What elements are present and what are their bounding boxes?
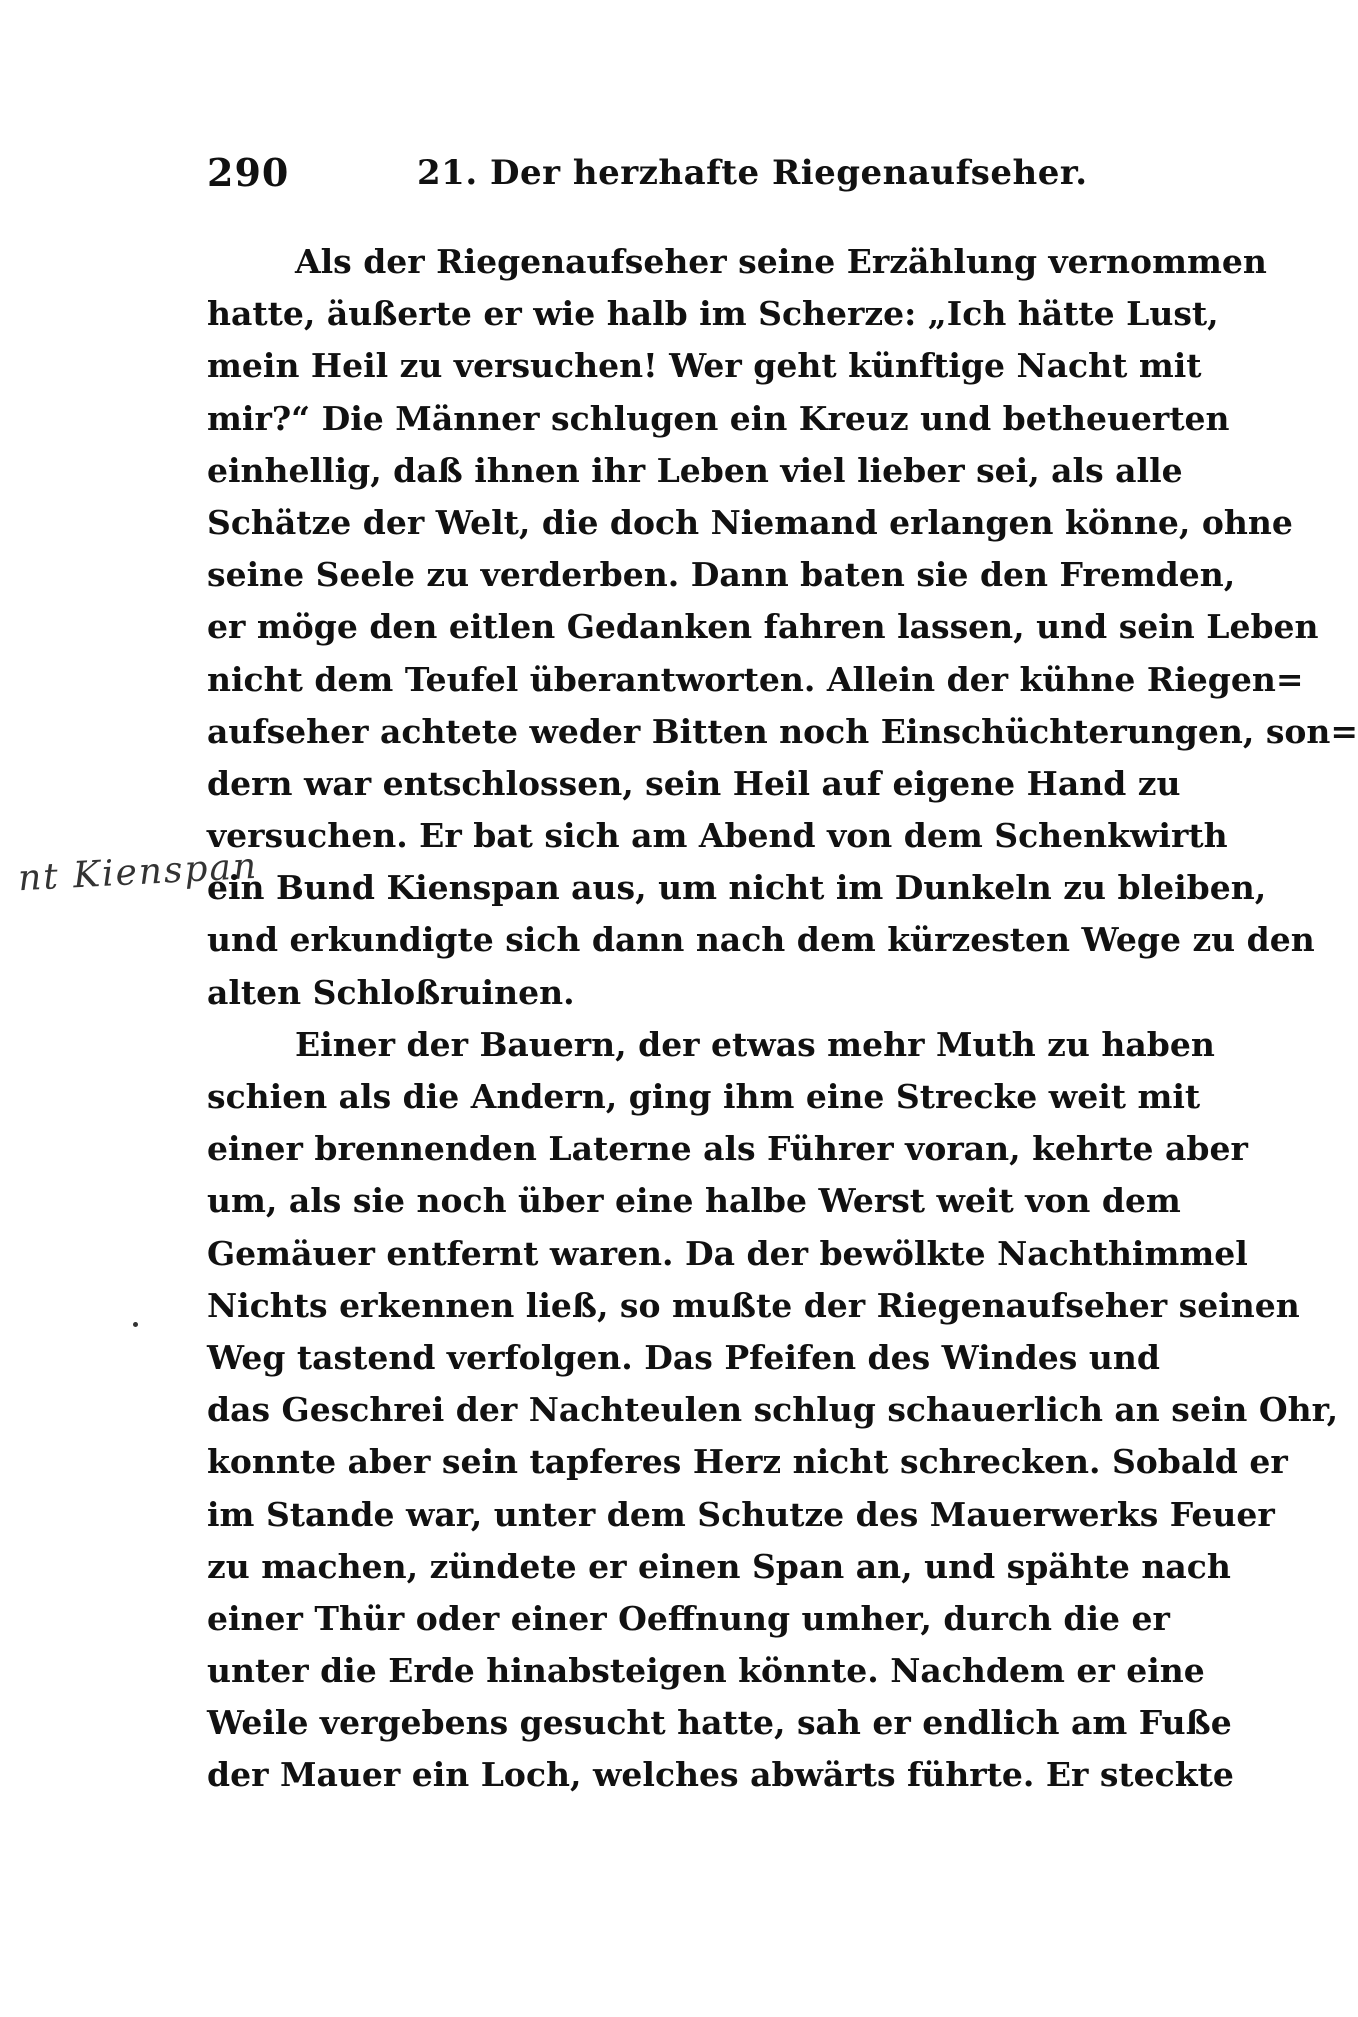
text-line: hatte, äußerte er wie halb im Scherze: „Ich hätte Lust, bbox=[207, 294, 1219, 334]
text-line: seine Seele zu verderben. Dann baten sie den Fremden, bbox=[207, 555, 1236, 595]
text-line: versuchen. Er bat sich am Abend von dem Schenkwirth bbox=[207, 816, 1228, 856]
paragraph-2 bbox=[207, 1019, 1339, 1802]
text-line: nicht dem Teufel überantworten. Allein der kühne Riegen= bbox=[207, 659, 1304, 699]
body-text bbox=[207, 236, 1358, 1802]
text-line: alten Schloßruinen. bbox=[207, 972, 575, 1012]
text-line: Weile vergebens gesucht hatte, sah er endlich am Fuße bbox=[207, 1703, 1232, 1743]
text-line: zu machen, zündete er einen Span an, und spähte nach bbox=[207, 1546, 1231, 1586]
text-line: Gemäuer entfernt waren. Da der bewölkte Nachthimmel bbox=[207, 1233, 1248, 1273]
text-line: konnte aber sein tapferes Herz nicht schrecken. Sobald er bbox=[207, 1442, 1288, 1482]
text-line: dern war entschlossen, sein Heil auf eigene Hand zu bbox=[207, 763, 1181, 803]
text-line: Als der Riegenaufseher seine Erzählung vernommen bbox=[295, 242, 1267, 281]
text-line: Einer der Bauern, der etwas mehr Muth zu haben bbox=[295, 1024, 1215, 1064]
page-header bbox=[207, 150, 1142, 200]
page-number: 290 bbox=[207, 150, 290, 195]
text-line: der Mauer ein Loch, welches abwärts führte. Er steckte bbox=[207, 1755, 1234, 1795]
text-line: und erkundigte sich dann nach dem kürzesten Wege zu den bbox=[207, 920, 1315, 960]
text-line: mein Heil zu versuchen! Wer geht künftige Nacht mit bbox=[207, 346, 1202, 386]
text-line: mir?“ Die Männer schlugen ein Kreuz und betheuerten bbox=[207, 398, 1230, 438]
text-line: einhellig, daß ihnen ihr Leben viel lieber sei, als alle bbox=[207, 450, 1183, 490]
text-line: Weg tastend verfolgen. Das Pfeifen des Windes und bbox=[207, 1337, 1160, 1377]
text-line: schien als die Andern, ging ihm eine Strecke weit mit bbox=[207, 1077, 1201, 1116]
text-line: das Geschrei der Nachteulen schlug schauerlich an sein Ohr, bbox=[207, 1390, 1339, 1430]
text-line: um, als sie noch über eine halbe Werst weit von dem bbox=[207, 1181, 1181, 1221]
text-line: er möge den eitlen Gedanken fahren lassen, und sein Leben bbox=[207, 607, 1319, 647]
text-line: einer Thür oder einer Oeffnung umher, durch die er bbox=[207, 1598, 1170, 1638]
running-title: 21. Der herzhafte Riegenaufseher. bbox=[417, 153, 1088, 193]
text-line: einer brennenden Laterne als Führer voran, kehrte aber bbox=[207, 1129, 1248, 1169]
text-line: ein Bund Kienspan aus, um nicht im Dunkeln zu bleiben, bbox=[207, 868, 1267, 908]
text-line: Nichts erkennen ließ, so mußte der Riegenaufseher seinen bbox=[207, 1285, 1300, 1325]
handwritten-margin-note: nt Kienspan bbox=[17, 845, 260, 900]
text-line: aufseher achtete weder Bitten noch Einschüchterungen, son= bbox=[207, 711, 1358, 751]
text-line: Schätze der Welt, die doch Niemand erlangen könne, ohne bbox=[207, 502, 1293, 542]
ink-speck bbox=[133, 1322, 138, 1327]
text-line: im Stande war, unter dem Schutze des Mauerwerks Feuer bbox=[207, 1494, 1275, 1534]
paragraph-1 bbox=[207, 236, 1358, 1019]
text-line: unter die Erde hinabsteigen könnte. Nachdem er eine bbox=[207, 1651, 1205, 1691]
